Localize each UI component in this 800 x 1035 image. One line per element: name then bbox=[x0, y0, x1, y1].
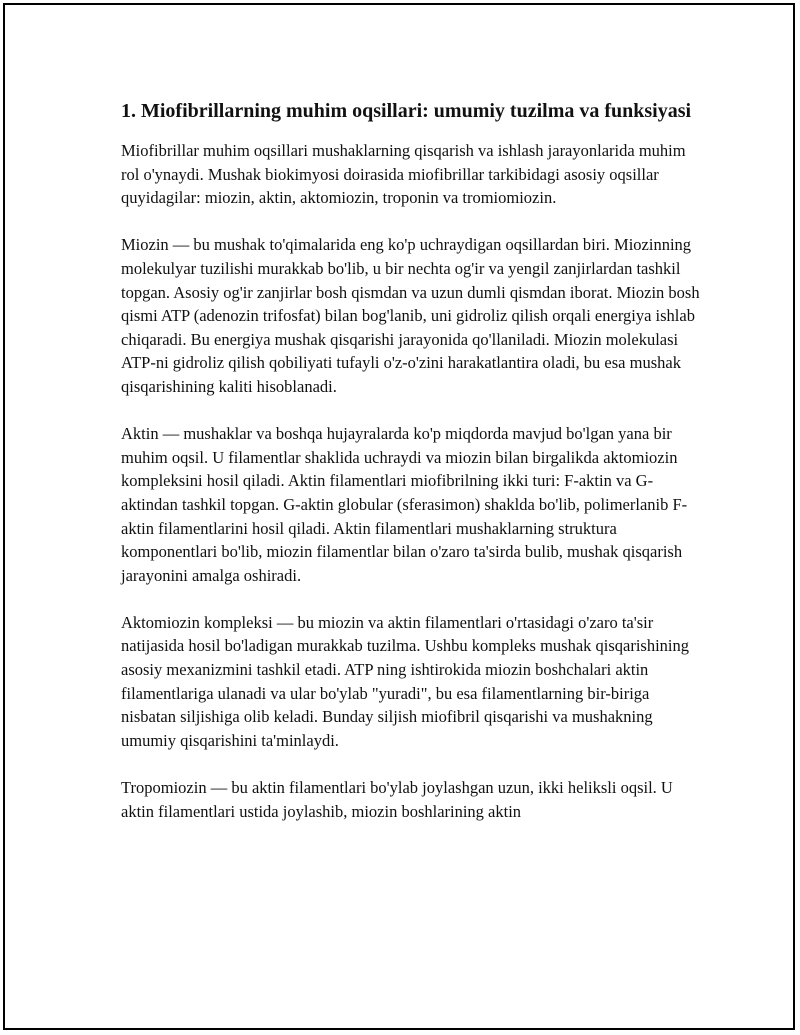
paragraph-aktin: Aktin — mushaklar va boshqa hujayralarda ko'p miqdorda mavjud bo'lgan yana bir muhim oqsil. U filamentlar shaklida uchraydi va miozin bilan birgalikda aktomiozin kompleksini hosil qiladi. Aktin filamentlari miofibrilning ikki turi: F-aktin va G-aktindan tashkil topgan. G-aktin globular (sferasimon) shaklda bo'lib, polimerlanib F-aktin filamentlarini hosil qiladi. Aktin filamentlari mushaklarning struktura komponentlari bo'lib, miozin filamentlar bilan o'zaro ta'sirda bulib, mushak qisqarish jarayonini amalga oshiradi. bbox=[121, 424, 688, 585]
section-heading: 1. Miofibrillarning muhim oqsillari: umumiy tuzilma va funksiyasi bbox=[121, 100, 692, 122]
document-body bbox=[121, 97, 701, 847]
page-frame bbox=[3, 3, 795, 1030]
paragraph-aktomiozin: Aktomiozin kompleksi — bu miozin va aktin filamentlari o'rtasidagi o'zaro ta'sir natijasida hosil bo'ladigan murakkab tuzilma. Ushbu kompleks mushak qisqarishining asosiy mexanizmini tashkil etadi. ATP ning ishtirokida miozin boshchalari aktin filamentlariga ulanadi va ular bo'ylab "yuradi", bu esa filamentlarning bir-biriga nisbatan siljishiga olib keladi. Bunday siljish miofibril qisqarishi va mushakning umumiy qisqarishini ta'minlaydi. bbox=[121, 612, 690, 750]
paragraph-miozin: Miozin — bu mushak to'qimalarida eng ko'p uchraydigan oqsillardan biri. Miozinning molekulyar tuzilishi murakkab bo'lib, u bir nechta og'ir va yengil zanjirlardan tashkil topgan. Asosiy og'ir zanjirlar bosh qismdan va uzun dumli qismdan iborat. Miozin bosh qismi ATP (adenozin trifosfat) bilan bog'lanib, uni gidroliz qilish orqali energiya ishlab chiqaradi. Bu energiya mushak qisqarishi jarayonida qo'llaniladi. Miozin molekulasi ATP-ni gidroliz qilish qobiliyati tufayli o'z-o'zini harakatlantira oladi, bu esa mushak qisqarishining kaliti hisoblanadi. bbox=[121, 235, 700, 396]
paragraph-intro: Miofibrillar muhim oqsillari mushaklarning qisqarish va ishlash jarayonlarida muhim rol o'ynaydi. Mushak biokimyosi doirasida miofibrillar tarkibidagi asosiy oqsillar quyidagilar: miozin, aktin, aktomiozin, troponin va tromiomiozin. bbox=[121, 141, 686, 208]
paragraph-tropomiozin: Tropomiozin — bu aktin filamentlari bo'ylab joylashgan uzun, ikki heliksli oqsil. U aktin filamentlari ustida joylashib, miozin boshlarining aktin bbox=[121, 778, 673, 821]
